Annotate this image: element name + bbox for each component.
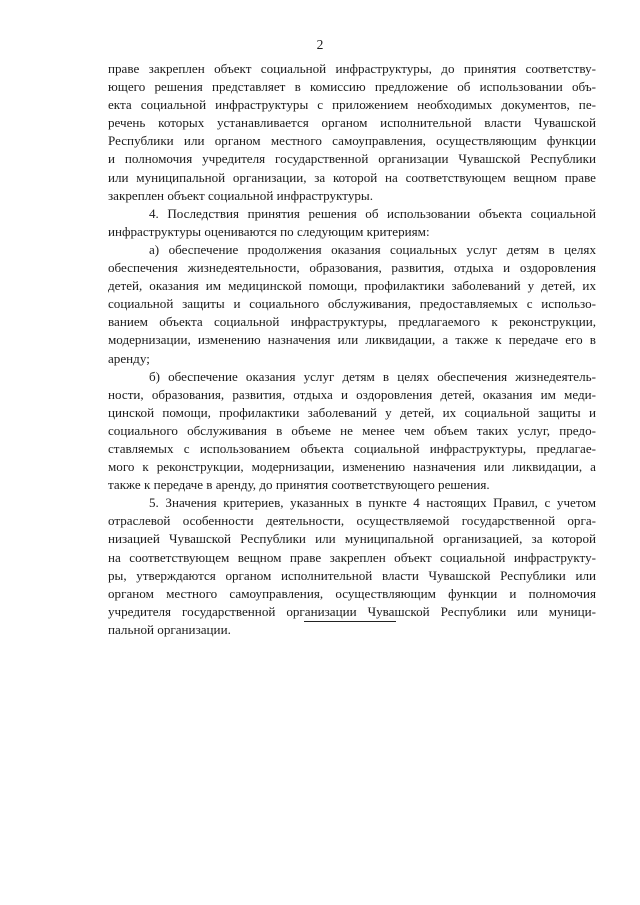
text-line: ры, утверждаются органом исполнительной власти Чувашской Республики или — [108, 567, 596, 583]
page-number: 2 — [316, 37, 324, 52]
end-separator-line — [304, 621, 396, 622]
document-body — [108, 60, 596, 639]
text-line: речень которых устанавливается органом исполнительной власти Чувашской — [108, 115, 596, 131]
text-line: и полномочия учредителя государственной организации Чувашской Республики — [108, 151, 596, 167]
text-line: ванием объекта социальной инфраструктуры, предлагаемого к реконструкции, — [108, 314, 596, 330]
text-line: ности, образования, развития, отдыха и оздоровления детей, оказания им меди- — [108, 386, 596, 402]
text-line: модернизации, изменению назначения или ликвидации, а также к передаче его в — [108, 332, 596, 348]
text-line: праве закреплен объект социальной инфраструктуры, до принятия соответству- — [108, 61, 596, 76]
text-line: закреплен объект социальной инфраструктуры. — [108, 187, 374, 203]
text-line: 4. Последствия принятия решения об использовании объекта социальной — [149, 205, 596, 221]
paragraph-item-5 — [108, 494, 596, 639]
text-line: 5. Значения критериев, указанных в пункте 4 настоящих Правил, с учетом — [149, 495, 596, 511]
text-line: социального обслуживания в объеме не менее чем объем таких услуг, предо- — [108, 422, 596, 438]
text-line: ставляемых с использованием объекта социальной инфраструктуры, предлагае- — [108, 440, 596, 456]
paragraph-subitem-a — [108, 241, 596, 368]
text-line: мого к реконструкции, модернизации, изменению назначения или ликвидации, а — [108, 459, 596, 475]
text-line: цинской помощи, профилактики заболеваний у детей, их социальной защиты и — [108, 404, 596, 420]
text-line: учредителя государственной организации Чувашской Республики или муници- — [108, 603, 596, 619]
text-line: детей, оказания им медицинской помощи, профилактики заболеваний у детей, их — [108, 278, 596, 294]
text-line: б) обеспечение оказания услуг детям в целях обеспечения жизнедеятель- — [149, 368, 596, 384]
text-line: ющего решения представляет в комиссию предложение об использовании объ- — [108, 79, 596, 95]
text-line: органом местного самоуправления, осуществляющим функции и полномочия — [108, 585, 596, 601]
text-line: обеспечения жизнедеятельности, образования, развития, отдыха и оздоровления — [108, 260, 596, 276]
text-line: а) обеспечение продолжения оказания социальных услуг детям в целях — [149, 241, 596, 257]
text-line: низацией Чувашской Республики или муниципальной организацией, за которой — [108, 531, 596, 547]
paragraph-item-4 — [108, 205, 596, 241]
text-line: екта социальной инфраструктуры с приложением необходимых документов, пе- — [108, 97, 596, 113]
text-line: социальной защиты и социального обслуживания, предоставляемых с использо- — [108, 296, 596, 312]
text-line: отраслевой особенности деятельности, осуществляемой государственной орга- — [108, 513, 596, 529]
text-line: также к передаче в аренду, до принятия соответствующего решения. — [108, 477, 490, 493]
text-line: или муниципальной организации, за которой на соответствующем вещном праве — [108, 169, 596, 185]
text-line: инфраструктуры оцениваются по следующим критериям: — [108, 223, 430, 239]
text-line: Республики или органом местного самоуправления, осуществляющим функции — [108, 133, 596, 149]
paragraph-subitem-b — [108, 368, 596, 495]
text-line: пальной организации. — [108, 621, 231, 637]
text-line: аренду; — [108, 350, 150, 366]
text-line: на соответствующем вещном праве закреплен объект социальной инфраструкту- — [108, 549, 596, 565]
paragraph-continuation — [108, 60, 596, 205]
